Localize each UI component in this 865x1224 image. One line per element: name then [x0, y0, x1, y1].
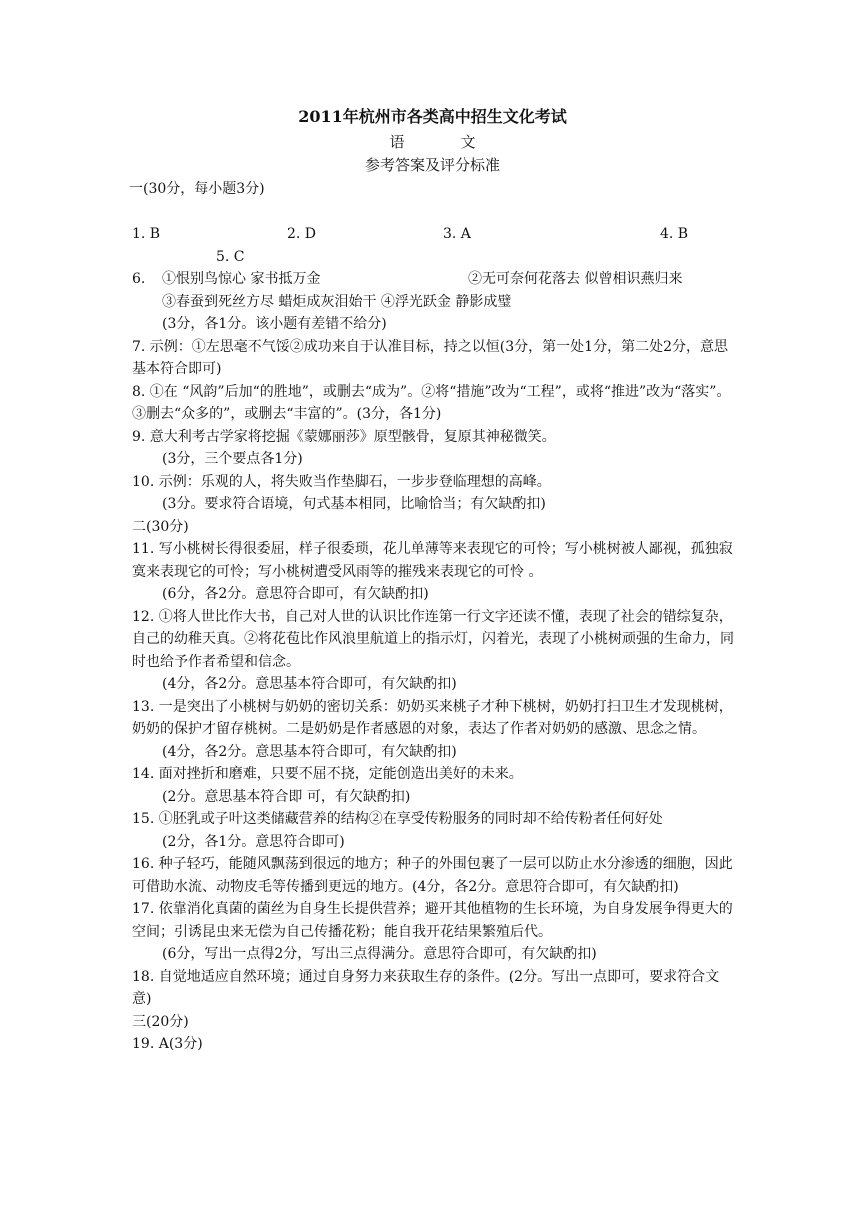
section-1-heading: 一(30分，每小题3分)	[129, 181, 265, 197]
answer-2: 2. D	[287, 226, 317, 242]
answer-3: 3. A	[443, 226, 471, 242]
q14-score: (2分。意思基本符合即 可，有欠缺酌扣)	[162, 788, 411, 805]
q6-answer-c: ③春蚕到死丝方尽 蜡炬成灰泪始干 ④浮光跃金 静影成璧	[162, 293, 512, 310]
q18-answer: 18. 自觉地适应自然环境；通过自身努力来获取生存的条件。(2分。写出一点即可，要求符合文意)	[132, 968, 720, 1007]
document-title: 2011年杭州市各类高中招生文化考试	[298, 107, 567, 126]
q6-row-1	[132, 268, 738, 291]
q6-answer-b: ②无可奈何花落去 似曾相识燕归来	[468, 271, 683, 287]
section-3-heading: 三(20分)	[132, 1013, 189, 1030]
q15-answer: 15. ①胚乳或子叶这类储藏营养的结构②在享受传粉服务的同时却不给传粉者任何好处	[132, 811, 663, 827]
q11-score: (6分，各2分。意思符合即可，有欠缺酌扣)	[162, 586, 429, 602]
q10-answer: 10. 示例：乐观的人，将失败当作垫脚石，一步步登临理想的高峰。	[132, 473, 551, 490]
document-subtitle: 参考答案及评分标准	[364, 156, 500, 174]
q6-number: 6.	[132, 271, 146, 287]
q15-score: (2分，各1分。意思符合即可)	[162, 833, 345, 850]
q8-answer: 8. ①在 “风韵”后加“的胜地”，或删去“成为”。②将“措施”改为“工程”，或将“推进”改为“落实”。③删去“众多的”，或删去“丰富的”。(3分，各1分)	[132, 383, 731, 422]
subject-char-1: 语	[389, 133, 405, 151]
q12-answer: 12. ①将人世比作大书，自己对人世的认识比作连第一行文字还读不懂，表现了社会的错综复杂，自己的幼稚天真。②将花苞比作风浪里航道上的指示灯，闪着光，表现了小桃树顽强的生命力，同时也给予作者希望和信念。	[132, 608, 734, 670]
q16-answer: 16. 种子轻巧，能随风飘荡到很远的地方；种子的外围包裹了一层可以防止水分渗透的细胞，因此可借助水流、动物皮毛等传播到更远的地方。(4分，各2分。意思符合即可，有欠缺酌扣)	[132, 856, 733, 895]
subject-char-2: 文	[460, 133, 476, 151]
section-2-heading: 二(30分)	[132, 518, 189, 535]
choice-answers-row	[132, 223, 738, 246]
q19-answer: 19. A(3分)	[132, 1036, 203, 1052]
answer-5: 5. C	[216, 248, 245, 265]
q7-answer: 7. 示例：①左思毫不气馁②成功来自于认准目标，持之以恒(3分，第一处1分，第二处2分，意思基本符合即可)	[132, 338, 728, 377]
q9-score: (3分，三个要点各1分)	[162, 451, 303, 467]
q6-score: (3分，各1分。该小题有差错不给分)	[162, 316, 387, 332]
answer-body	[129, 178, 738, 1056]
q12-score: (4分，各2分。意思基本符合即可，有欠缺酌扣)	[162, 676, 457, 692]
q17-answer: 17. 依靠消化真菌的菌丝为自身生长提供营养；避开其他植物的生长环境，为自身发展争得更大的空间；引诱昆虫来无偿为自己传播花粉；能自我开花结果繁殖后代。	[132, 901, 733, 940]
subject-heading	[0, 132, 865, 152]
q6-answer-a: ①恨别鸟惊心 家书抵万金	[162, 271, 321, 287]
q9-answer: 9. 意大利考古学家将挖掘《蒙娜丽莎》原型骸骨，复原其神秘微笑。	[132, 428, 556, 445]
answer-1: 1. B	[132, 226, 161, 242]
q17-score: (6分，写出一点得2分，写出三点得满分。意思符合即可，有欠缺酌扣)	[162, 946, 597, 962]
q13-answer: 13. 一是突出了小桃树与奶奶的密切关系：奶奶买来桃子才种下桃树，奶奶打扫卫生才发现桃树，奶奶的保护才留存桃树。二是奶奶是作者感恩的对象，表达了作者对奶奶的感激、思念之情。	[132, 698, 733, 737]
q10-score: (3分。要求符合语境，句式基本相同，比喻恰当；有欠缺酌扣)	[162, 496, 546, 512]
q13-score: (4分，各2分。意思基本符合即可，有欠缺酌扣)	[162, 743, 457, 760]
q11-answer: 11. 写小桃树长得很委屈，样子很委琐，花儿单薄等来表现它的可怜；写小桃树被人鄙视，孤独寂寞来表现它的可怜；写小桃树遭受风雨等的摧残来表现它的可怜 。	[132, 541, 733, 580]
answer-4: 4. B	[660, 226, 689, 242]
q14-answer: 14. 面对挫折和磨难，只要不屈不挠，定能创造出美好的未来。	[132, 766, 523, 782]
